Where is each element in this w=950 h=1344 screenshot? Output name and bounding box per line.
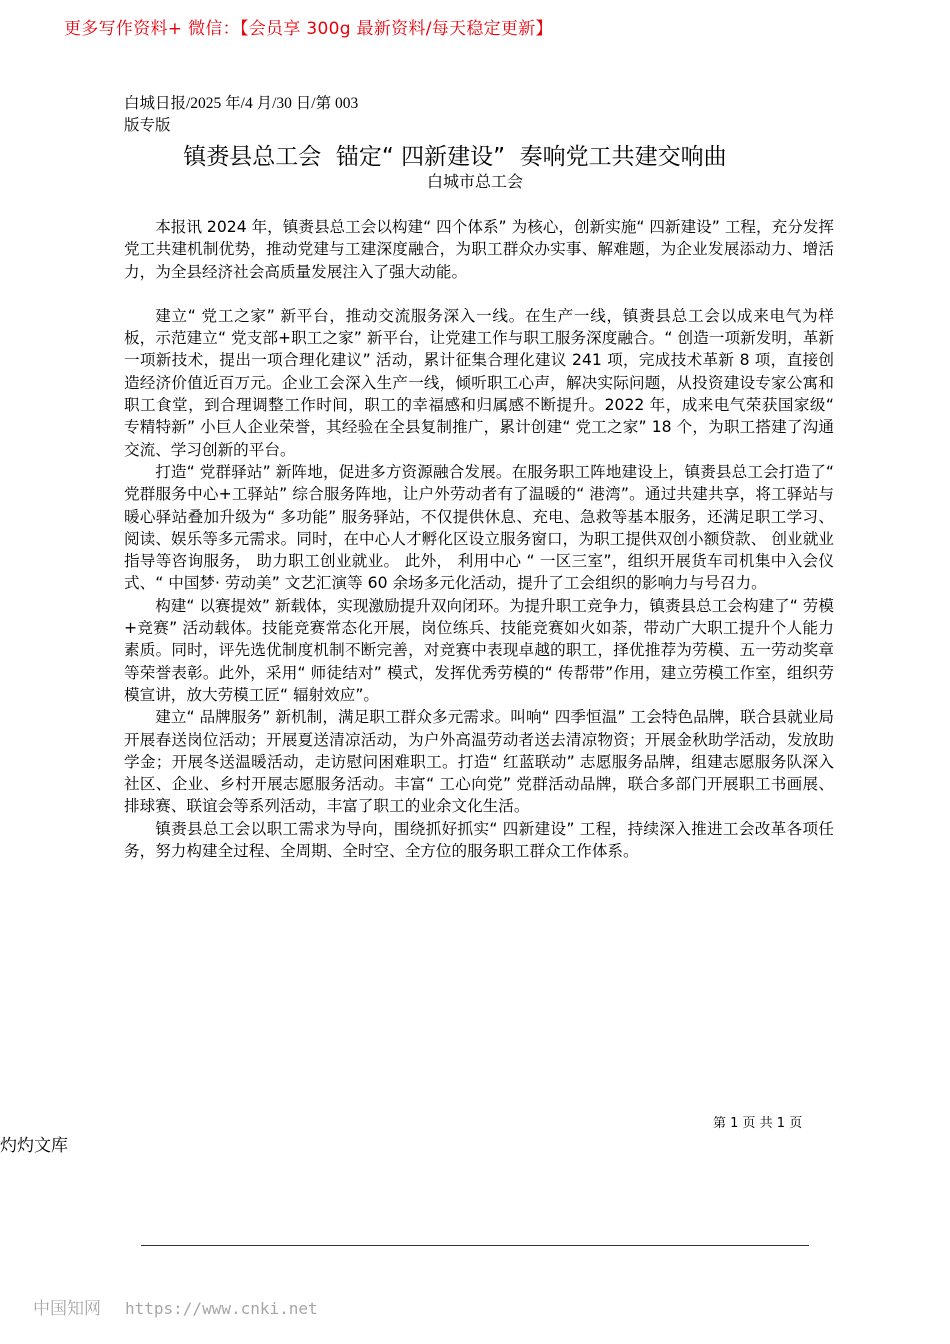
source-line: 白城日报/2025 年/4 月/30 日/第 003 bbox=[124, 95, 359, 112]
source-line: 版专版 bbox=[124, 117, 171, 134]
article-title: 镇赉县总工会 锚定“ 四新建设” 奏响党工共建交响曲 bbox=[183, 144, 727, 170]
article-author: 白城市总工会 bbox=[426, 172, 523, 191]
paragraph: 建立“ 品牌服务” 新机制，满足职工群众多元需求。叫响“ 四季恒温” 工会特色品牌，联合县就业局开展春送岗位活动；开展夏送清凉活动，为户外高温劳动者送去清凉物资；开展金秋助学活动，发放助学金；开展冬送温暖活动，走访慰问困难职工。打造“ 红蓝联动” 志愿服务品牌，组建志愿服务队深入社区、企业、乡村开展志愿服务活动。丰富“ 工心向党” 党群活动品牌，联合多部门开展职工书画展、排球赛、联谊会等系列活动，丰富了职工的业余文化生活。 bbox=[124, 708, 834, 816]
page-number: 第 1 页 共 1 页 bbox=[713, 1116, 803, 1131]
cnki-name: 中国知网 bbox=[33, 1299, 101, 1319]
paragraph: 镇赉县总工会以职工需求为导向，围绕抓好抓实“ 四新建设” 工程，持续深入推进工会改革各项任务，努力构建全过程、全周期、全时空、全方位的服务职工群众工作体系。 bbox=[124, 819, 834, 861]
cnki-url[interactable]: https://www.cnki.net bbox=[125, 1299, 318, 1318]
source-info bbox=[124, 93, 358, 137]
paragraph: 本报讯 2024 年，镇赉县总工会以构建“ 四个体系” 为核心，创新实施“ 四新建设” 工程，充分发挥党工共建机制优势，推动党建与工建深度融合，为职工群众办实事、解难题，为企业发展添动力、增活力，为全县经济社会高质量发展注入了强大动能。 bbox=[124, 218, 834, 281]
wenku-label: 灼灼文库 bbox=[0, 1136, 68, 1156]
paragraph: 打造“ 党群驿站” 新阵地，促进多方资源融合发展。在服务职工阵地建设上，镇赉县总工会打造了“ 党群服务中心+工驿站” 综合服务阵地，让户外劳动者有了温暖的“ 港湾”。通过共建共享，将工驿站与暖心驿站叠加升级为“ 多功能” 服务驿站，不仅提供休息、充电、急救等基本服务，还满足职工学习、阅读、娱乐等多元需求。同时，在中心人才孵化区设立服务窗口，为职工提供双创小额贷款、 创业就业指导等咨询服务， 助力职工创业就业。 此外， 利用中心 “ 一区三室”，组织开展货车司机集中入会仪式、“ 中国梦· 劳动美” 文艺汇演等 60 余场多元化活动，提升了工会组织的影响力与号召力。 bbox=[124, 462, 834, 593]
promo-banner[interactable]: 更多写作资料+ 微信：【会员享 300g 最新资料/每天稳定更新】 bbox=[64, 19, 553, 39]
article-body bbox=[124, 216, 834, 862]
paragraph: 建立“ 党工之家” 新平台，推动交流服务深入一线。在生产一线，镇赉县总工会以成来电气为样板，示范建立“ 党支部+职工之家” 新平台，让党建工作与职工服务深度融合。“ 创造一项新发明，革新一项新技术，提出一项合理化建议” 活动，累计征集合理化建议 241 项，完成技术革新 8 项，直接创造经济价值近百万元。企业工会深入生产一线，倾听职工心声，解决实际问题，从投资建设专家公寓和职工食堂，到合理调整工作时间，职工的幸福感和归属感不断提升。2022 年，成来电气荣获国家级“ 专精特新” 小巨人企业荣誉，其经验在全县复制推广，累计创建“ 党工之家” 18 个，为职工搭建了沟通交流、学习创新的平台。 bbox=[124, 306, 834, 459]
cnki-watermark bbox=[33, 1294, 318, 1319]
footer-divider bbox=[141, 1245, 809, 1246]
paragraph: 构建“ 以赛提效” 新载体，实现激励提升双向闭环。为提升职工竞争力，镇赉县总工会构建了“ 劳模+竞赛” 活动载体。技能竞赛常态化开展，岗位练兵、技能竞赛如火如荼，带动广大职工提升个人能力素质。同时，评先选优制度机制不断完善，对竞赛中表现卓越的职工，择优推荐为劳模、五一劳动奖章等荣誉表彰。此外，采用“ 师徒结对” 模式，发挥优秀劳模的“ 传帮带”作用，建立劳模工作室，组织劳模宣讲，放大劳模工匠“ 辐射效应”。 bbox=[124, 596, 834, 704]
